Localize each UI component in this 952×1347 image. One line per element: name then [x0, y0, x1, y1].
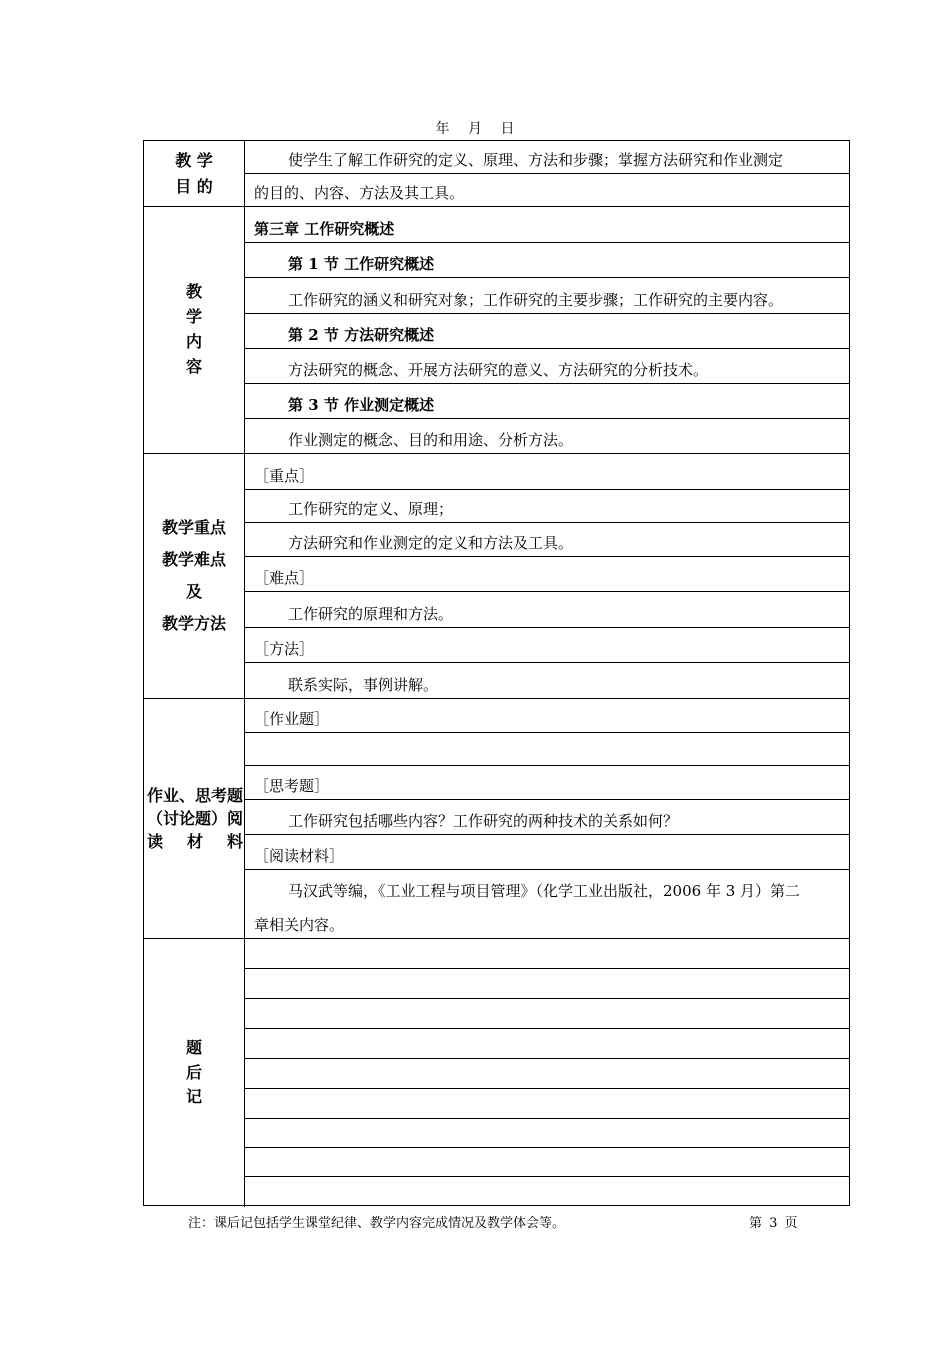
afterword-line [245, 1119, 849, 1148]
homework-tag: ［作业题］ [245, 699, 849, 733]
afterword-line [245, 1029, 849, 1059]
purpose-line-1: 使学生了解工作研究的定义、原理、方法和步骤；掌握方法研究和作业测定 [245, 141, 849, 174]
homework-label [144, 699, 245, 939]
focus-label-text: 教学重点 教学难点 及 教学方法 [161, 518, 226, 633]
purpose-label [144, 141, 245, 207]
lesson-plan-table [143, 140, 850, 1206]
afterword-label [144, 939, 245, 1207]
chapter-title: 第三章 工作研究概述 [245, 207, 849, 243]
afterword-label-text: 题 后 记 [185, 1037, 202, 1107]
reading-line-1: 马汉武等编，《工业工程与项目管理》（化学工业出版社，2006 年 3 月）第二 [288, 882, 801, 900]
date-line: 年 月 日 [435, 121, 517, 137]
afterword-line [245, 999, 849, 1029]
afterword-line [245, 1148, 849, 1177]
focus-label [144, 454, 245, 699]
afterword-line [245, 1177, 849, 1204]
homework-label-text: 作业、思考题（讨论题）阅读材料 [147, 785, 244, 852]
difficulty-tag: ［难点］ [245, 557, 849, 592]
afterword-line [245, 1089, 849, 1119]
content-label [144, 207, 245, 454]
purpose-label-text: 教 学 目 的 [175, 150, 213, 196]
reading-line-2: 章相关内容。 [245, 904, 849, 939]
reading-tag: ［阅读材料］ [245, 835, 849, 870]
think-question-1: 工作研究包括哪些内容？工作研究的两种技术的关系如何？ [245, 800, 849, 835]
afterword-line [245, 939, 849, 969]
page-number: 第 3 页 [749, 1216, 798, 1231]
difficulty-1: 工作研究的原理和方法。 [245, 592, 849, 628]
section-1-text: 工作研究的涵义和研究对象；工作研究的主要步骤；工作研究的主要内容。 [245, 278, 849, 314]
afterword-line [245, 1059, 849, 1089]
key-point-1: 工作研究的定义、原理； [245, 490, 849, 523]
section-2-text: 方法研究的概念、开展方法研究的意义、方法研究的分析技术。 [245, 349, 849, 384]
purpose-line-2: 的目的、内容、方法及其工具。 [245, 174, 849, 207]
method-tag: ［方法］ [245, 628, 849, 663]
afterword-line [245, 969, 849, 999]
key-points-tag: ［重点］ [245, 454, 849, 490]
footer-note: 注：课后记包括学生课堂纪律、教学内容完成情况及教学体会等。 [188, 1216, 566, 1231]
section-1-title: 第 1 节 工作研究概述 [245, 243, 849, 278]
section-2-title: 第 2 节 方法研究概述 [245, 314, 849, 349]
key-point-2: 方法研究和作业测定的定义和方法及工具。 [245, 523, 849, 557]
think-tag: ［思考题］ [245, 766, 849, 800]
section-3-title: 第 3 节 作业测定概述 [245, 384, 849, 419]
method-1: 联系实际，事例讲解。 [245, 663, 849, 699]
homework-blank-line [245, 733, 849, 766]
content-label-text: 教 学 内 容 [185, 282, 202, 376]
section-3-text: 作业测定的概念、目的和用途、分析方法。 [245, 419, 849, 454]
